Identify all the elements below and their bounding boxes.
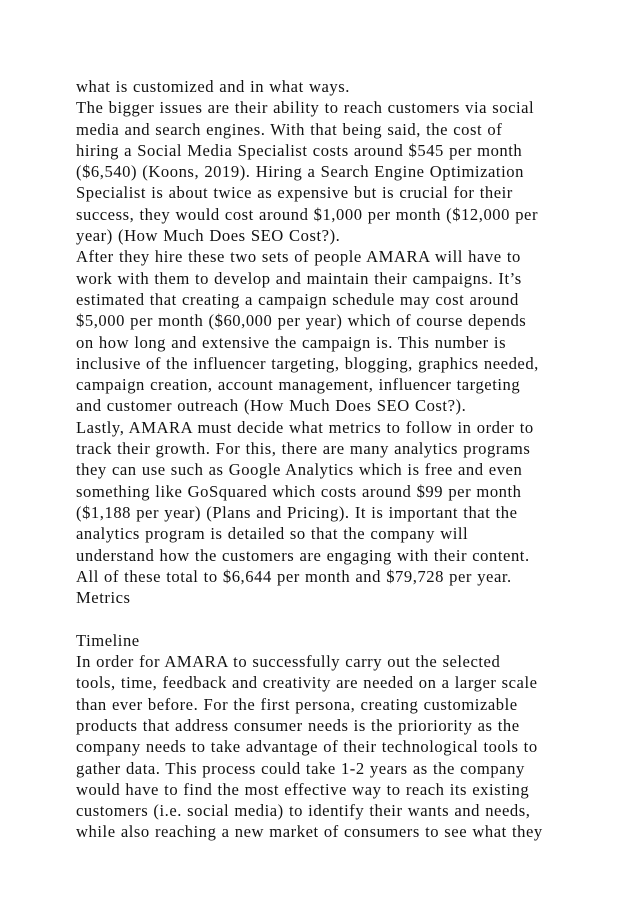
text-line: track their growth. For this, there are many analytics programs [76,439,531,459]
text-line: while also reaching a new market of consumers to see what they [76,822,543,842]
blank-line [76,608,616,629]
text-line: $5,000 per month ($60,000 per year) which of course depends [76,311,527,331]
text-line: ($6,540) (Koons, 2019). Hiring a Search Engine Optimization [76,162,524,182]
text-line: would have to find the most effective way to reach its existing [76,779,530,799]
text-line: products that address consumer needs is the prioriority as the [76,715,520,735]
text-line: something like GoSquared which costs around $99 per month [76,481,522,501]
text-line: work with them to develop and maintain their campaigns. It’s [76,268,522,288]
text-line: customers (i.e. social media) to identify their wants and needs, [76,801,531,821]
text-line: Lastly, AMARA must decide what metrics to follow in order to [76,417,534,437]
text-line: gather data. This process could take 1-2 years as the company [76,758,525,778]
text-line: estimated that creating a campaign schedule may cost around [76,289,519,309]
text-line: what is customized and in what ways. [76,77,350,96]
text-line: analytics program is detailed so that the company will [76,524,469,544]
text-line: In order for AMARA to successfully carry out the selected [76,652,501,672]
text-line: media and search engines. With that being said, the cost of [76,119,503,139]
text-line: and customer outreach (How Much Does SEO Cost?). [76,396,467,416]
text-line: The bigger issues are their ability to reach customers via social [76,98,535,118]
text-line: All of these total to $6,644 per month and $79,728 per year. [76,566,512,586]
text-line: success, they would cost around $1,000 per month ($12,000 per [76,204,539,224]
text-line: company needs to take advantage of their technological tools to [76,737,538,757]
text-line: year) (How Much Does SEO Cost?). [76,226,341,246]
text-line: campaign creation, account management, influencer targeting [76,375,521,395]
text-line: understand how the customers are engaging with their content. [76,545,530,565]
text-line: they can use such as Google Analytics which is free and even [76,460,523,480]
text-line: hiring a Social Media Specialist costs around $545 per month [76,140,523,160]
text-line: inclusive of the influencer targeting, blogging, graphics needed, [76,353,539,373]
document-body [76,76,616,843]
text-line: tools, time, feedback and creativity are needed on a larger scale [76,673,538,693]
text-line: than ever before. For the first persona, creating customizable [76,694,518,714]
section-heading-timeline: Timeline [76,630,140,650]
text-line: ($1,188 per year) (Plans and Pricing). It is important that the [76,502,518,522]
section-heading-metrics: Metrics [76,588,131,608]
text-line: After they hire these two sets of people AMARA will have to [76,247,521,267]
text-line: on how long and extensive the campaign is. This number is [76,332,507,352]
text-line: Specialist is about twice as expensive but is crucial for their [76,183,513,203]
